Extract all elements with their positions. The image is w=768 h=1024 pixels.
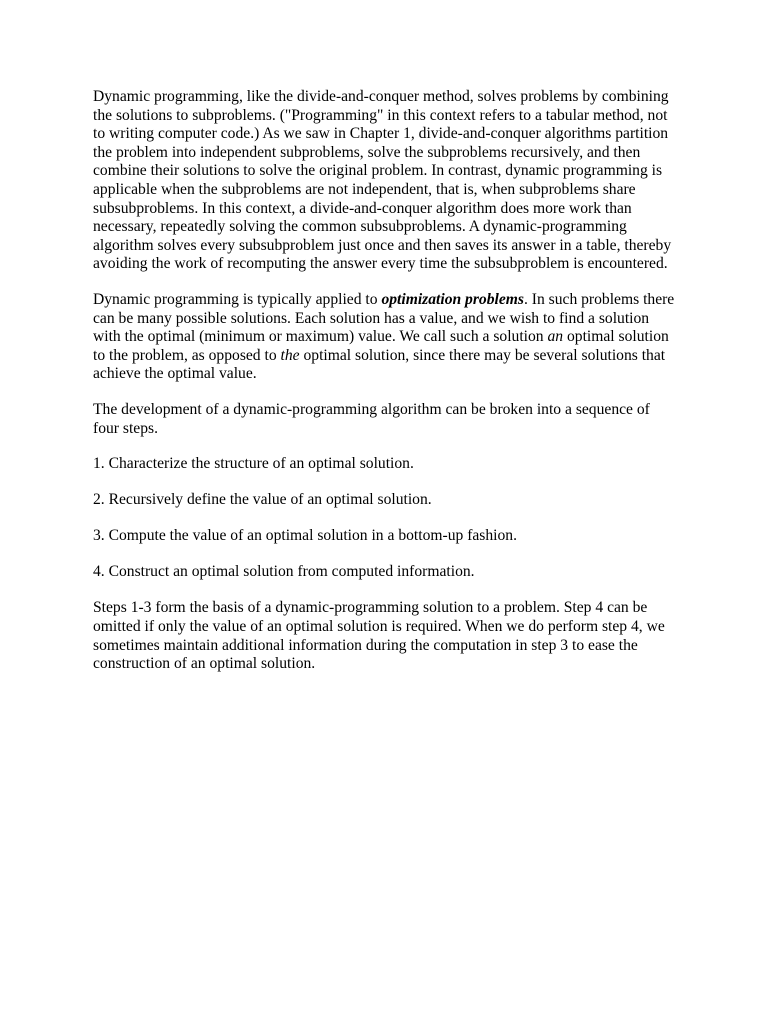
intro-paragraph: Dynamic programming, like the divide-and-conquer method, solves problems by combining the solutions to subproblems. ("Programming" in this context refers to a tabular method, not to writing computer code.) As we saw in Chapter 1, divide-and-conquer algorithms partition the problem into independent subproblems, solve the subproblems recursively, and then combine their solutions to solve the original problem. In contrast, dynamic programming is applicable when the subproblems are not independent, that is, when subproblems share subsubproblems. In this context, a divide-and-conquer algorithm does more work than necessary, repeatedly solving the common subsubproblems. A dynamic-programming algorithm solves every subsubproblem just once and then saves its answer in a table, thereby avoiding the work of recomputing the answer every time the subsubproblem is encountered.: [93, 88, 672, 273]
optimization-text-start: Dynamic programming is typically applied to: [93, 290, 382, 308]
emphasis-the: the: [280, 346, 300, 364]
document-body: [93, 88, 678, 691]
step-3: 3. Compute the value of an optimal solution in a bottom-up fashion.: [93, 527, 518, 545]
optimization-text-middle: optimal solution to the problem, as opposed to: [93, 328, 669, 364]
steps-summary-paragraph: Steps 1-3 form the basis of a dynamic-programming solution to a problem. Step 4 can be omitted if only the value of an optimal solution is required. When we do perform step 4, we sometimes maintain additional information during the computation in step 3 to ease the construction of an optimal solution.: [93, 599, 665, 673]
optimization-text-end: optimal solution, since there may be several solutions that achieve the optimal value.: [93, 346, 666, 383]
optimization-problems-term: optimization problems: [381, 290, 524, 308]
step-2: 2. Recursively define the value of an optimal solution.: [93, 491, 432, 509]
step-4: 4. Construct an optimal solution from computed information.: [93, 563, 475, 581]
emphasis-an: an: [547, 328, 564, 346]
optimization-text-continued: . In such problems there can be many possible solutions. Each solution has a value, and we wish to find a solution with the optimal (minimum or maximum) value. We call such a solution: [93, 290, 675, 346]
optimization-paragraph: [93, 291, 678, 384]
step-1: 1. Characterize the structure of an optimal solution.: [93, 455, 414, 473]
steps-intro-paragraph: The development of a dynamic-programming algorithm can be broken into a sequence of four steps.: [93, 400, 650, 437]
